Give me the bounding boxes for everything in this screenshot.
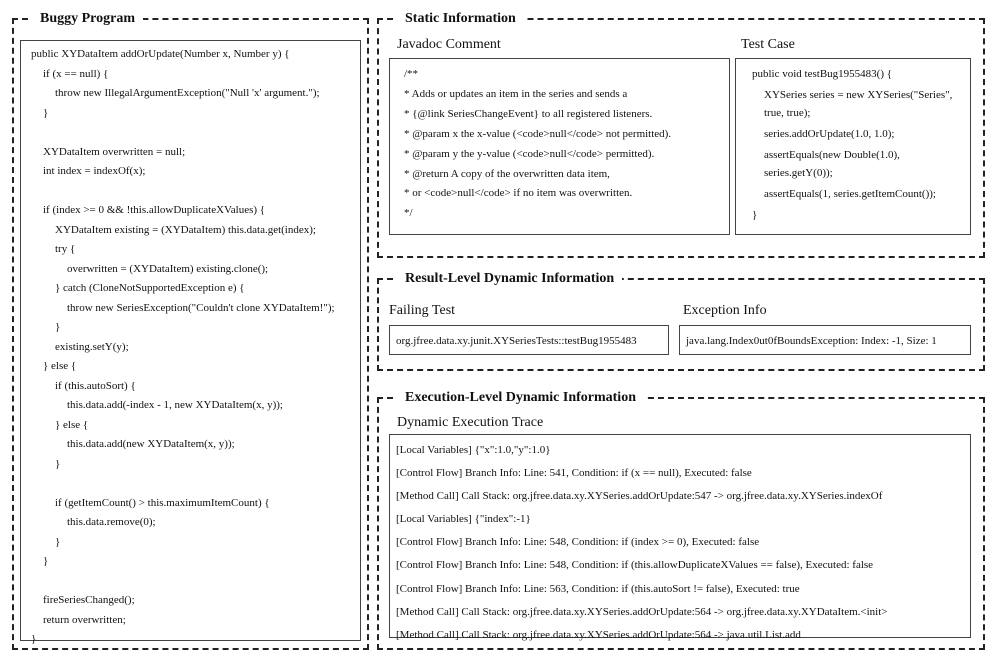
code-line: XYDataItem overwritten = null; (43, 145, 186, 158)
code-line: if (index >= 0 && !this.allowDuplicateXValues) { (43, 204, 266, 216)
trace-line: [Control Flow] Branch Info: Line: 548, Condition: if (index >= 0), Executed: false (396, 536, 760, 549)
failing-test-label: Failing Test (389, 303, 456, 318)
code-line: XYDataItem existing = (XYDataItem) this.data.get(index); (55, 223, 316, 236)
code-listing (31, 45, 356, 650)
exception-info-value: java.lang.Index0ut0fBoundsException: Index: -1, Size: 1 (686, 335, 937, 347)
trace-line: [Control Flow] Branch Info: Line: 548, Condition: if (this.allowDuplicateXValues == false), Executed: false (396, 559, 874, 572)
code-line (31, 182, 356, 202)
test-case-line: } (752, 209, 758, 221)
result-level-title: Result-Level Dynamic Information (397, 270, 622, 288)
buggy-program-panel (12, 11, 369, 650)
javadoc-line: */ (404, 207, 413, 220)
code-line: } (31, 633, 37, 645)
javadoc-line: * @param y the y-value (<code>null</code> permitted). (404, 147, 655, 160)
trace-line: [Control Flow] Branch Info: Line: 541, Condition: if (x == null), Executed: false (396, 467, 752, 480)
code-line: throw new SeriesException("Couldn't clone XYDataItem!"); (67, 301, 335, 314)
code-line: throw new IllegalArgumentException("Null 'x' argument."); (55, 87, 320, 99)
code-line: return overwritten; (43, 613, 126, 626)
javadoc-comment-box (389, 58, 730, 235)
javadoc-line: * Adds or updates an item in the series and sends a (404, 87, 628, 100)
trace-line: [Local Variables] {"index":-1} (396, 513, 531, 526)
trace-listing (396, 439, 966, 647)
exception-info-box (679, 325, 971, 355)
test-case-listing (752, 65, 964, 227)
dynamic-execution-trace-label: Dynamic Execution Trace (397, 415, 544, 430)
code-line: int index = indexOf(x); (43, 165, 146, 177)
code-line: } (55, 457, 61, 470)
trace-line: [Method Call] Call Stack: org.jfree.data.xy.XYSeries.addOrUpdate:564 -> java.util.List.add (396, 628, 801, 641)
javadoc-line: * {@link SeriesChangeEvent} to all registered listeners. (404, 107, 653, 120)
javadoc-line: /** (404, 68, 419, 80)
javadoc-line: * @param x the x-value (<code>null</code> not permitted). (404, 127, 672, 140)
javadoc-listing (404, 65, 723, 224)
code-line: if (getItemCount() > this.maximumItemCount) { (55, 496, 270, 509)
test-case-line: assertEquals(new Double(1.0), series.getY(0)); (764, 149, 900, 179)
code-line (31, 474, 356, 494)
javadoc-line: * or <code>null</code> if no item was overwritten. (404, 187, 633, 200)
test-case-line: series.addOrUpdate(1.0, 1.0); (764, 128, 895, 140)
code-line (31, 123, 356, 143)
test-case-line: public void testBug1955483() { (752, 68, 893, 80)
code-line: overwritten = (XYDataItem) existing.clone(); (67, 262, 269, 275)
code-line: this.data.add(-index - 1, new XYDataItem(x, y)); (67, 399, 283, 411)
code-line: } (43, 555, 49, 567)
javadoc-comment-label: Javadoc Comment (397, 37, 501, 52)
test-case-line: XYSeries series = new XYSeries("Series", true, true); (764, 89, 953, 119)
code-line: } (55, 535, 61, 548)
failing-test-box (389, 325, 669, 355)
test-case-line: assertEquals(1, series.getItemCount()); (764, 188, 936, 200)
buggy-program-title: Buggy Program (32, 10, 143, 28)
code-line (31, 572, 356, 592)
trace-line: [Local Variables] {"x":1.0,"y":1.0} (396, 444, 551, 456)
code-line: } (43, 106, 49, 119)
static-information-title: Static Information (397, 10, 524, 28)
buggy-program-code-box (20, 40, 361, 645)
code-line: fireSeriesChanged(); (43, 594, 135, 606)
execution-level-panel (377, 390, 985, 650)
code-line: if (x == null) { (43, 67, 109, 80)
code-line: } else { (55, 418, 89, 431)
test-case-box (735, 58, 971, 235)
code-line: } (55, 321, 61, 333)
trace-line: [Method Call] Call Stack: org.jfree.data.xy.XYSeries.addOrUpdate:564 -> org.jfree.data.xy.XYDataItem.<init> (396, 605, 888, 618)
code-line: existing.setY(y); (55, 340, 129, 353)
test-case-label: Test Case (741, 37, 795, 52)
trace-line: [Control Flow] Branch Info: Line: 563, Condition: if (this.autoSort != false), Executed: true (396, 582, 800, 595)
code-line: public XYDataItem addOrUpdate(Number x, Number y) { (31, 48, 290, 60)
code-line: } catch (CloneNotSupportedException e) { (55, 282, 245, 294)
code-line: try { (55, 243, 76, 255)
code-line: } else { (43, 360, 77, 372)
execution-level-title: Execution-Level Dynamic Information (397, 389, 644, 407)
static-information-panel (377, 11, 985, 258)
failing-test-value: org.jfree.data.xy.junit.XYSeriesTests::testBug1955483 (396, 335, 637, 347)
code-line: this.data.add(new XYDataItem(x, y)); (67, 438, 235, 450)
javadoc-line: * @return A copy of the overwritten data item, (404, 167, 610, 180)
code-line: this.data.remove(0); (67, 516, 156, 528)
trace-line: [Method Call] Call Stack: org.jfree.data.xy.XYSeries.addOrUpdate:547 -> org.jfree.data.xy.XYSeries.indexOf (396, 490, 883, 503)
exception-info-label: Exception Info (683, 303, 767, 318)
result-level-panel (377, 271, 985, 371)
dynamic-execution-trace-box (389, 434, 971, 641)
code-line: if (this.autoSort) { (55, 379, 136, 392)
